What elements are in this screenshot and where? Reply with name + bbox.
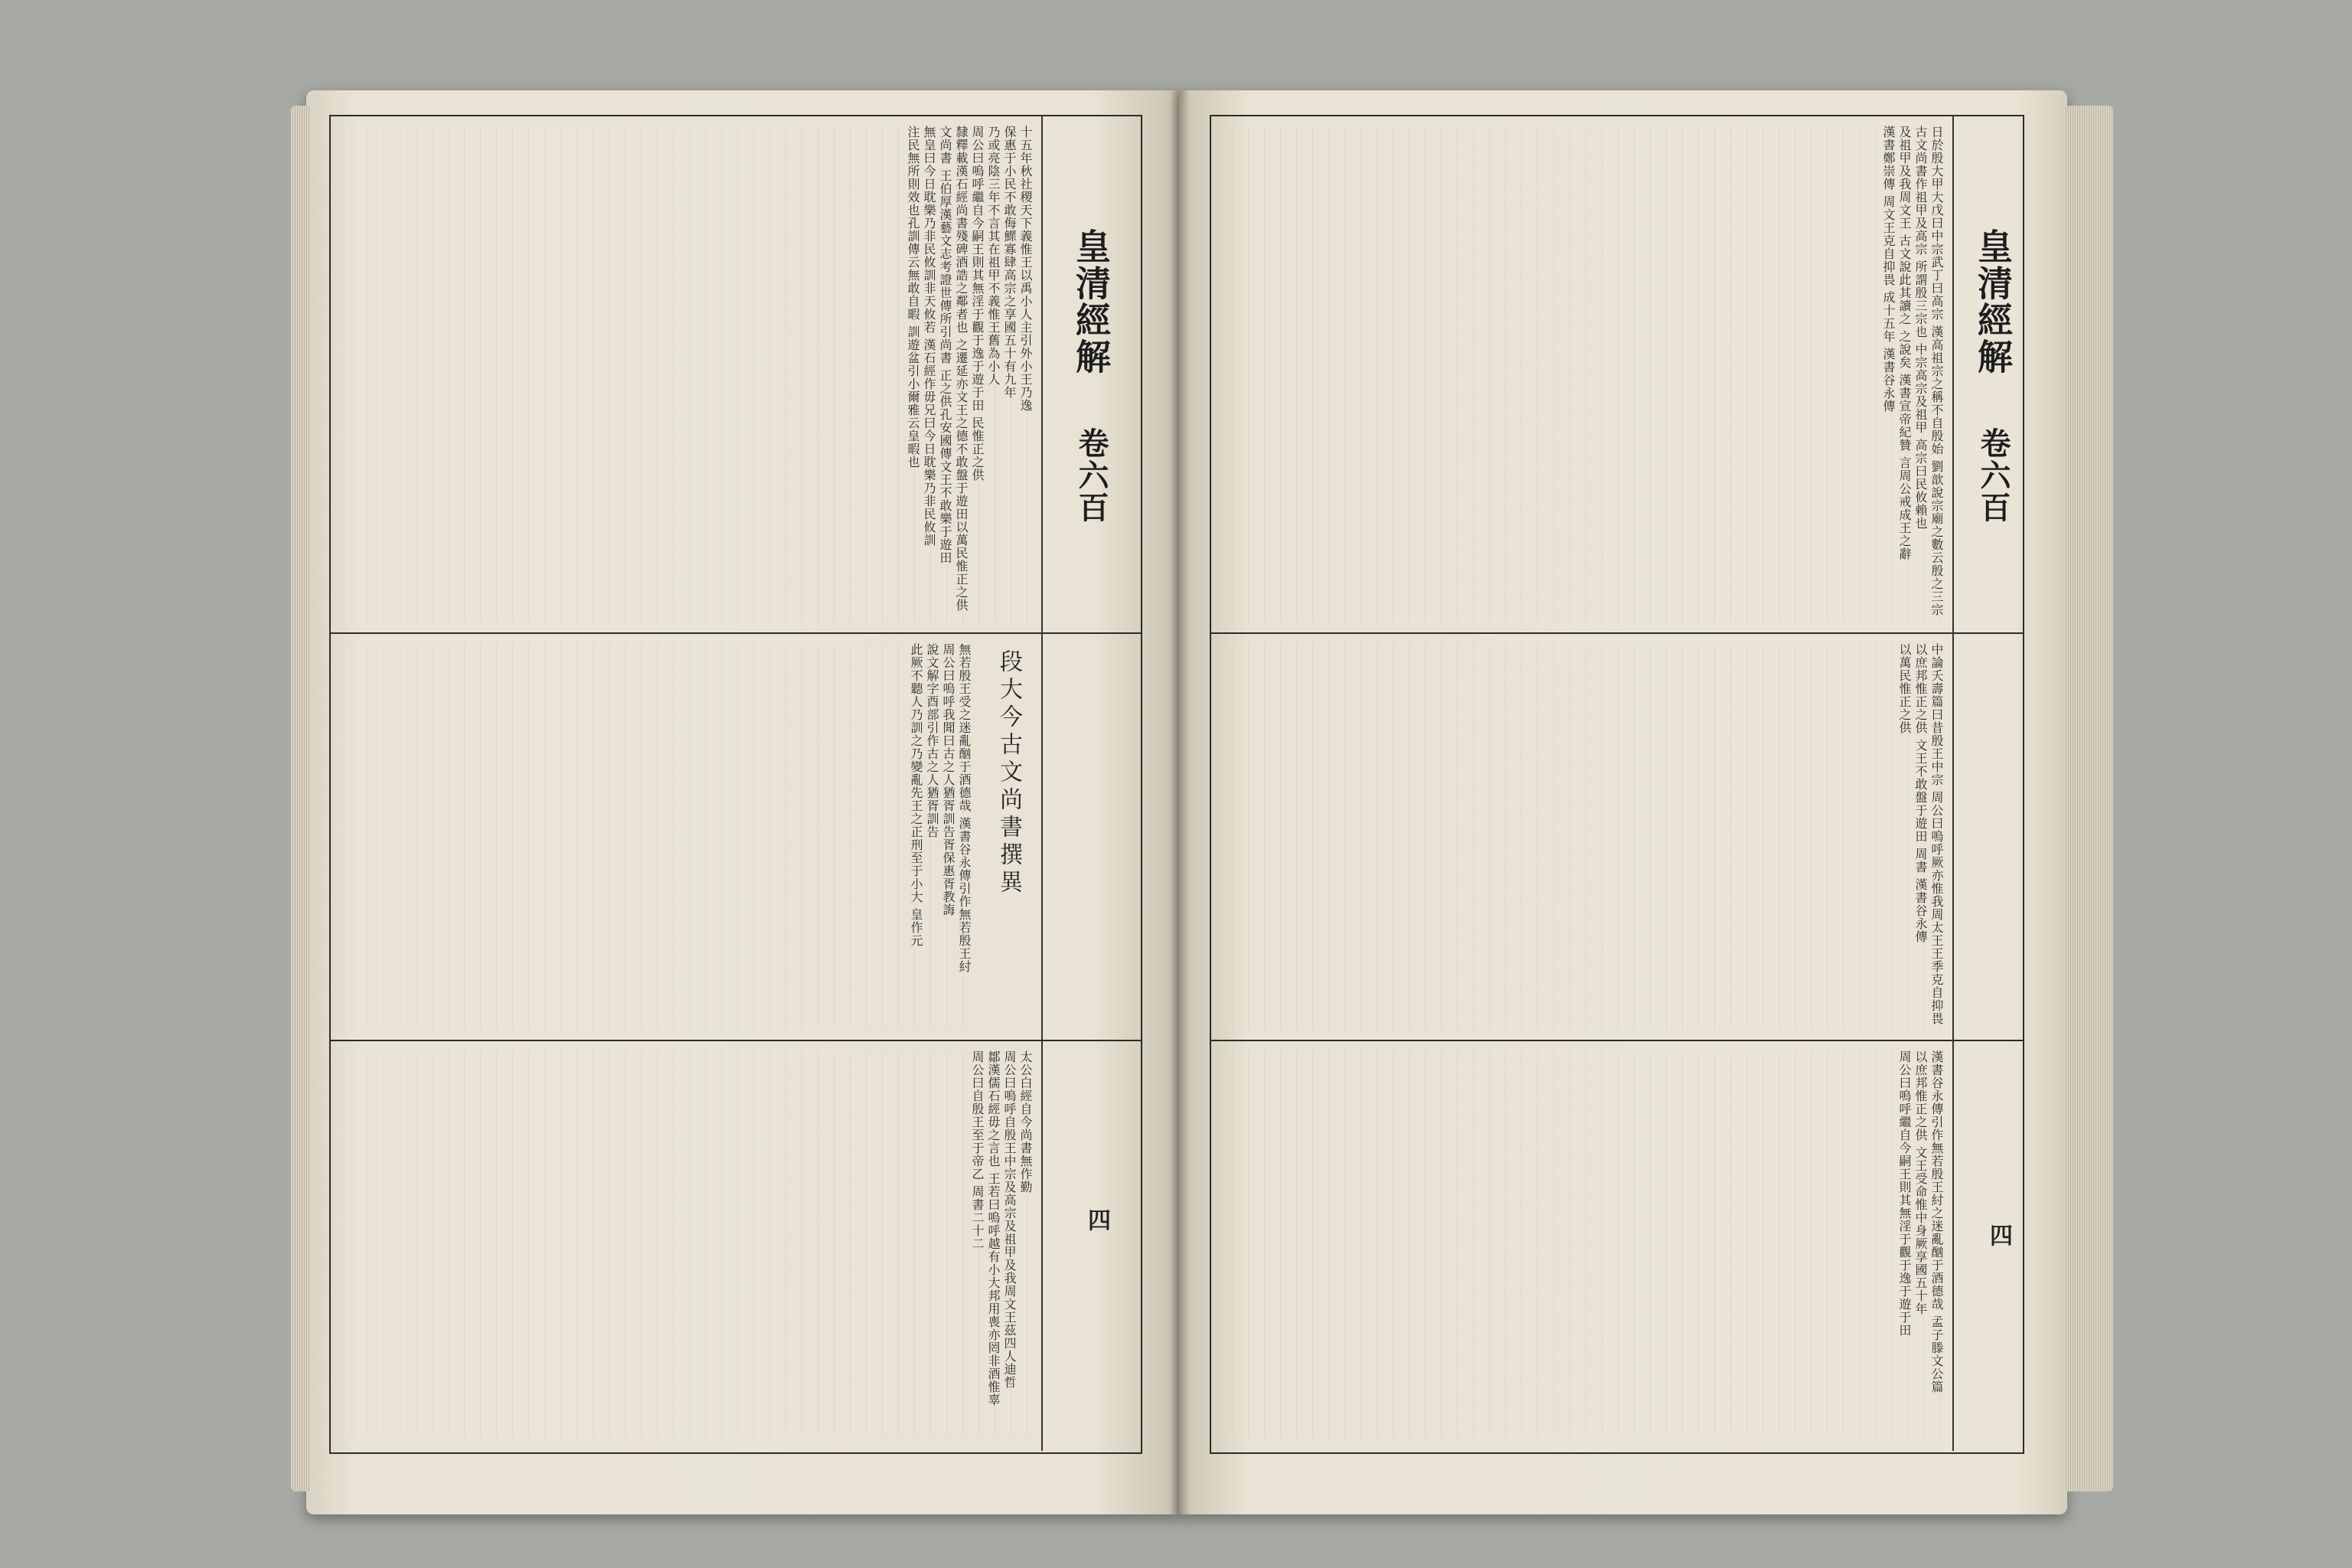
left-middle-text-block [345,643,972,1030]
text-column: 及祖甲及我周文王 [1897,126,1912,230]
text-column: 文尚書 [938,126,952,165]
text-column: 以庶邦惟正之供 [1913,643,1928,734]
left-page [306,90,1179,1514]
left-upper-text-block [345,126,1034,623]
left-page-heading-rule [1041,115,1043,1451]
text-column: 漢書谷永傳引作無若殷王紂之迷亂酗于酒德哉 [1929,1050,1944,1311]
right-page-divider-upper [1210,632,2023,634]
text-column: 周文王克自抑畏 [1881,195,1896,287]
text-column: 以庶邦惟正之供 [1913,1050,1928,1142]
text-column: 言周公戒成王之辭 [1897,456,1912,561]
text-column: 高宗曰民攸賴也 [1913,439,1928,531]
text-column: 漢書谷永傳 [1913,878,1928,944]
text-column: 注民無所則效也孔訓傳云無敢自暇 [906,126,920,321]
right-page-heading-rule [1952,115,1954,1451]
text-column: 所謂殷三宗也 [1913,260,1928,339]
text-column: 漢石經作毋兄曰今日耽樂乃非民攸訓 [922,338,936,547]
text-column: 保惠于小民不敢侮鰥寡肆高宗之享國五十有九年 [1002,126,1017,399]
text-column: 無皇曰今日耽樂乃非民攸訓非天攸若 [922,126,936,334]
text-column: 之遷延亦文王之德不敢盤于遊田以萬民惟正之供 [954,338,969,612]
text-column: 周公曰嗚呼厥亦惟我周太王王季克自抑畏 [1929,791,1944,1026]
text-column: 文王受命惟中身厥享國五十年 [1913,1146,1928,1316]
text-column: 民惟正之供 [970,416,985,482]
text-column: 中論夭壽篇曰昔殷王中宗 [1929,643,1944,786]
open-book [306,90,2113,1530]
text-column: 周公曰嗚呼自殷王中宗及高宗及祖甲及我周文王茲四人迪哲 [1002,1050,1017,1389]
text-column: 成十五年 [1881,291,1896,344]
text-column: 孟子滕文公篇 [1929,1315,1944,1394]
text-column: 十五年秋社稷天下義惟王以禹小人主引外小王乃逸 [1018,126,1033,412]
right-volume-label: 卷六百 [1975,427,2011,524]
left-page-divider-lower [329,1040,1141,1041]
text-column: 訓遊盆引小爾雅云皇暇也 [906,325,920,469]
text-column: 漢書鄭崇傳 [1881,126,1896,191]
book-gutter [1170,90,1190,1514]
text-column: 周公曰嗚呼我聞曰古之人猶胥訓告胥保惠胥教誨 [941,643,956,916]
text-column: 中宗高宗及祖甲 [1913,343,1928,435]
right-lower-text-block [1225,1050,1945,1437]
text-column: 之說矣 [1897,330,1912,370]
text-column: 古文尚書作祖甲及高宗 [1913,126,1928,256]
left-author-line: 段大今古文尚書撰異 [995,649,1022,897]
text-column: 太公白經自今尚書無作勤 [1018,1050,1033,1194]
right-page-number: 四 [1985,1223,2012,1246]
text-column: 乃或亮陰三年不言其在祖甲不義惟王舊為小人 [986,126,1001,386]
right-page-edge [2064,106,2113,1491]
right-upper-text-block [1225,126,1945,623]
text-column: 王若曰嗚呼越有小大邦用喪亦罔非酒惟辜 [986,1172,1001,1407]
text-column: 漢高祖宗之稱不自殷始 [1929,325,1944,456]
text-column: 以萬民惟正之供 [1897,643,1912,734]
text-column: 周書二十二 [970,1185,985,1251]
left-page-edge [291,106,309,1491]
left-volume-label: 卷六百 [1073,427,1109,524]
right-page-divider-lower [1210,1040,2023,1041]
text-column: 漢書谷永傳引作無若殷王紂 [957,817,972,974]
text-column: 鄒漢儒石經毋之言也 [986,1050,1001,1168]
left-lower-text-block [345,1050,1034,1437]
left-header-title: 皇清經解 [1070,228,1112,375]
text-column: 皇作元 [909,908,923,948]
right-header-title: 皇清經解 [1972,228,2014,375]
right-middle-text-block [1225,643,1945,1030]
left-page-number: 四 [1083,1208,1110,1231]
text-column: 隸釋載漢石經尚書殘碑酒誥之鄰者也 [954,126,969,334]
text-column: 劉歆說宗廟之數云殷之三宗 [1929,460,1944,617]
text-column: 說文解字酉部引作古之人猶胥訓告 [925,643,939,838]
text-column: 漢書谷永傳 [1881,348,1896,413]
text-column: 漢書宣帝紀贊 [1897,374,1912,452]
text-column: 正之供孔安國傳文王不敢樂于遊田 [938,369,952,565]
left-page-divider-upper [329,632,1141,634]
text-column: 無若殷王受之迷亂酗于酒德哉 [957,643,972,812]
text-column: 周公曰自殷王至于帝乙 [970,1050,985,1181]
text-column: 周書 [1913,848,1928,874]
text-column: 古文說此其讀之 [1897,234,1912,326]
text-column: 此厥不聽人乃訓之乃變亂先王之正刑至于小大 [909,643,923,903]
text-column: 周公曰嗚呼繼自今嗣王則其無淫于觀于逸于遊于田 [1897,1050,1912,1337]
text-column: 周公曰嗚呼繼自今嗣王則其無淫于觀于逸于遊于田 [970,126,985,412]
text-column: 日於殷大甲大戊曰中宗武丁曰高宗 [1929,126,1944,321]
text-column: 文王不敢盤于遊田 [1913,739,1928,844]
right-page [1179,90,2067,1514]
text-column: 王伯厚漢藝文志考證世傳所引尚書 [938,169,952,365]
